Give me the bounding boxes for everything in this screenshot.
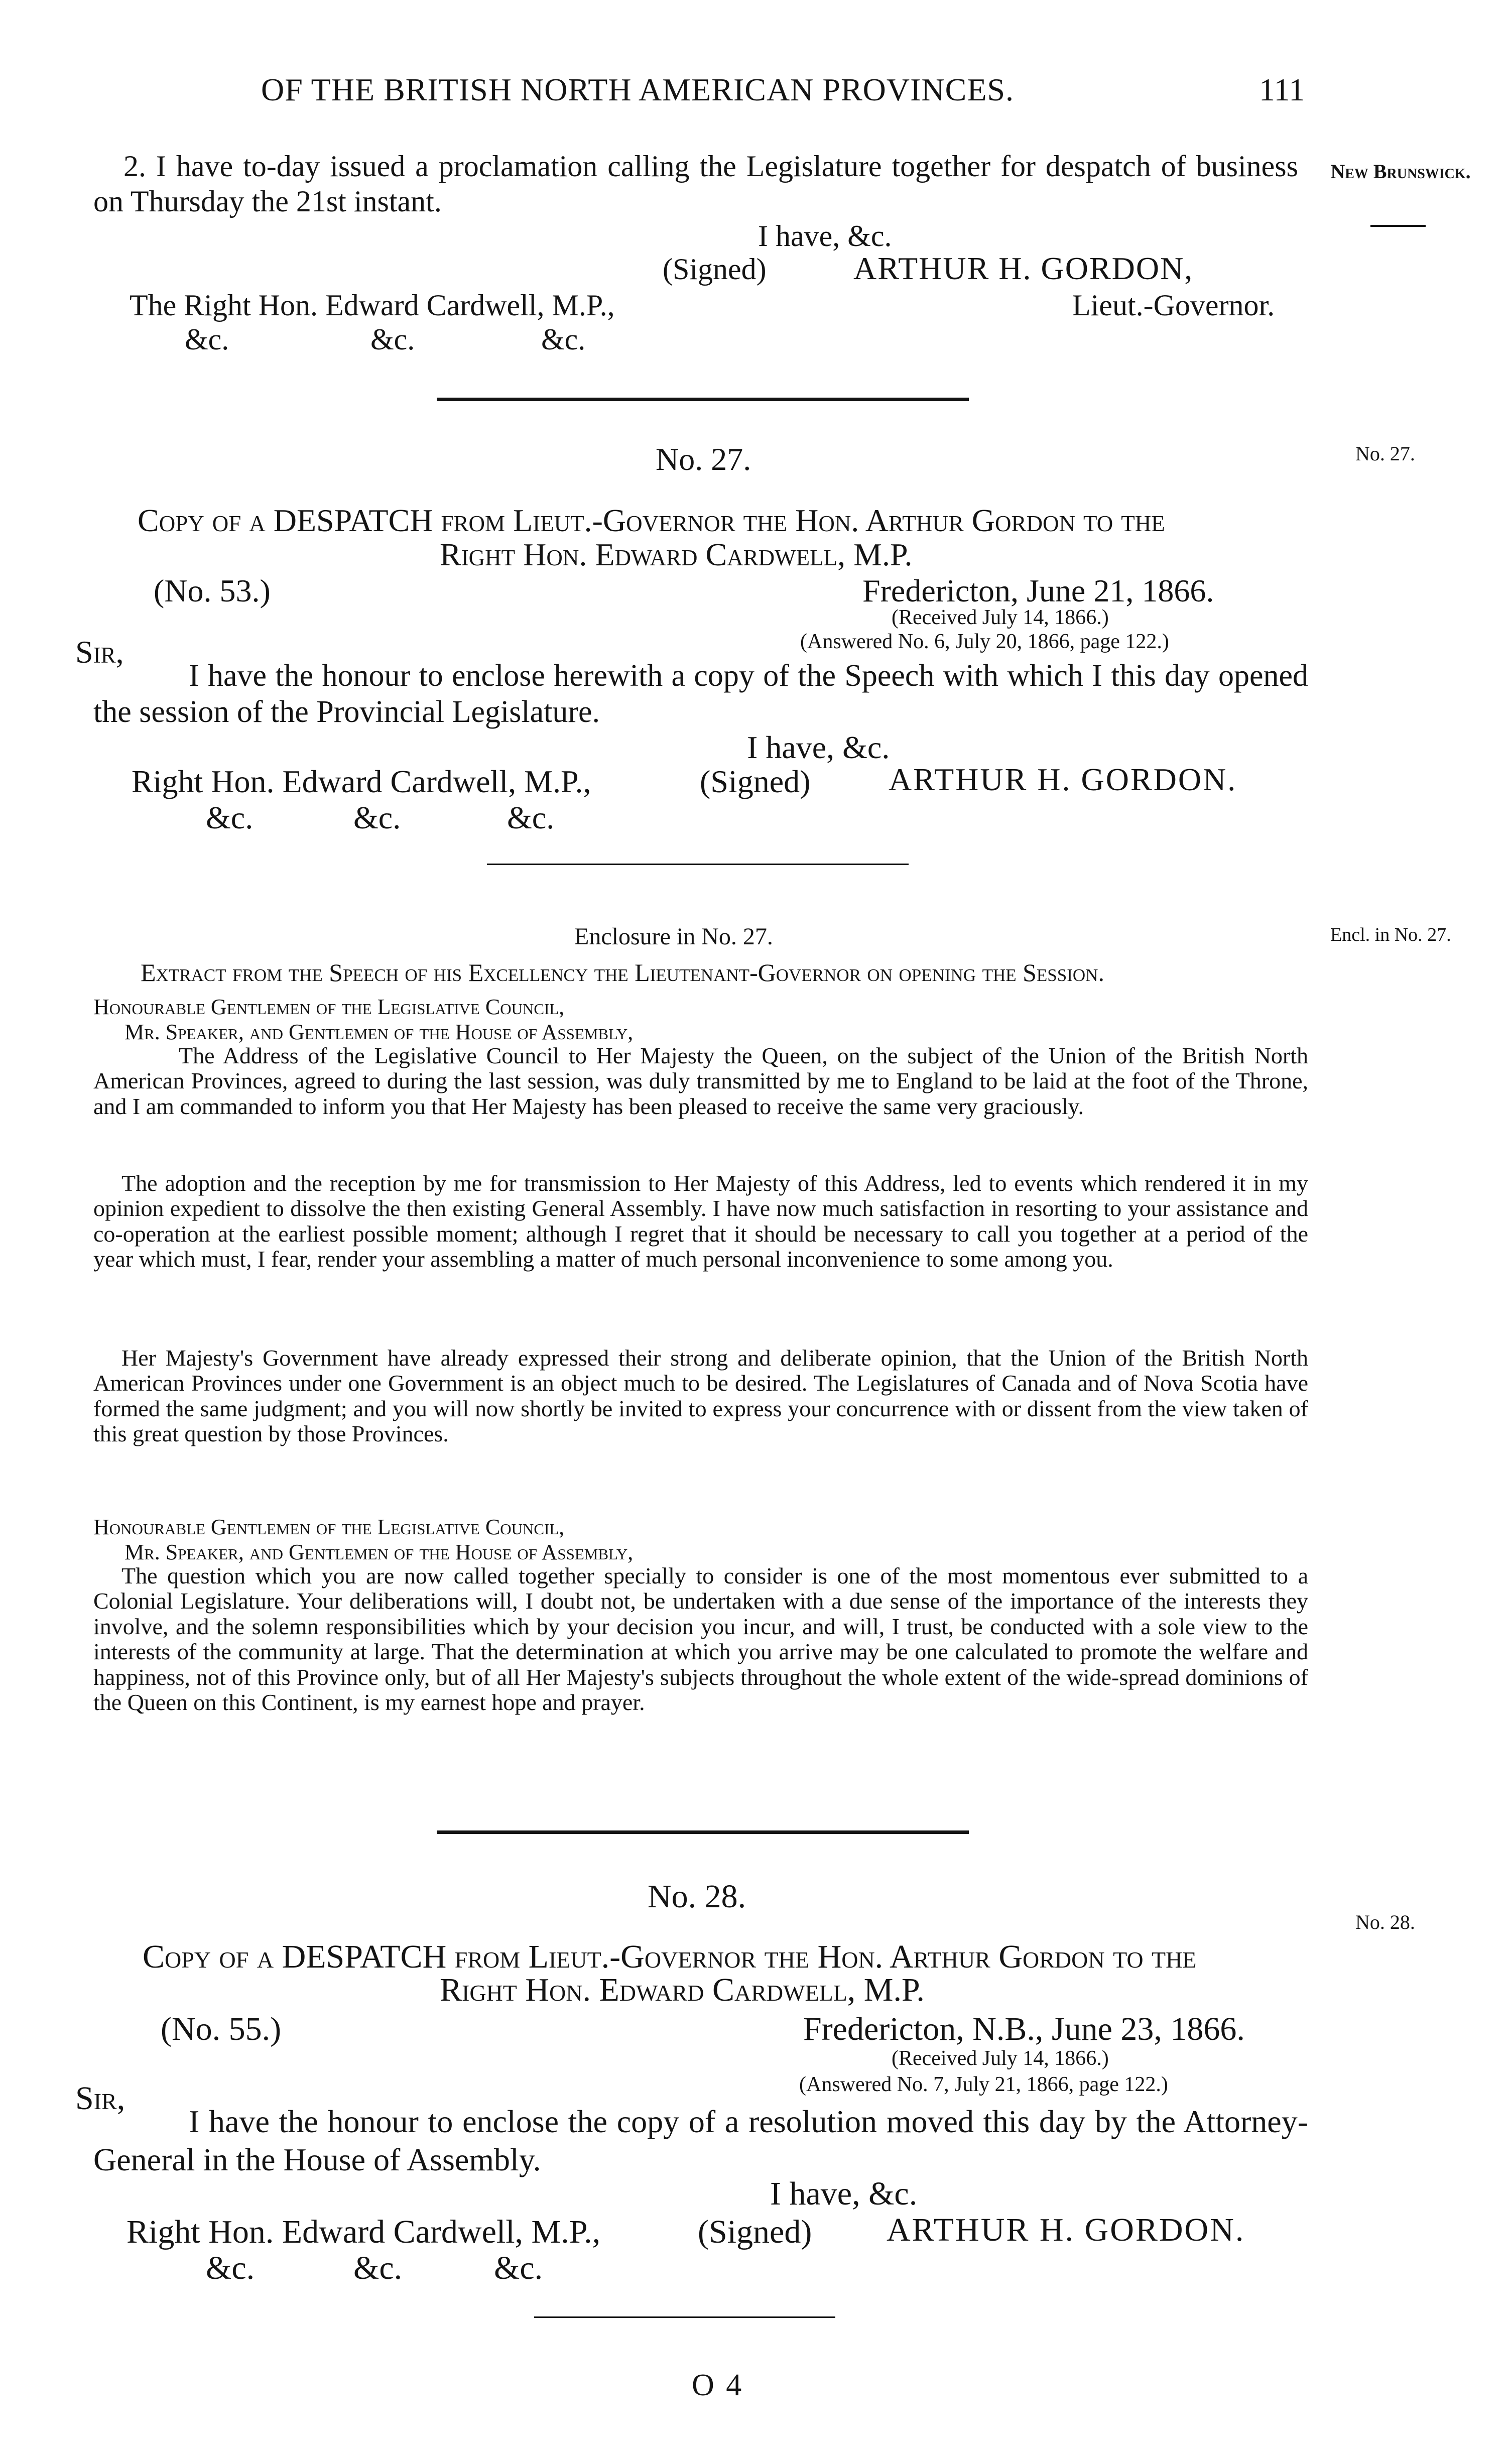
despatch-ref: (No. 53.) [154, 573, 271, 608]
received-note: (Received July 14, 1866.) [892, 606, 1109, 629]
despatch-heading-2: Right Hon. Edward Cardwell, M.P. [440, 537, 913, 572]
speech-paragraph: Her Majesty's Government have already expressed their strong and deliberate opinion, that the Union of the British North American Provinces under one Government is an object much to be desired. The Legislatures of Canada and of Nova Scotia have formed the same judgment; and you will now shortly be invited to express your concurrence with or dissent from the view taken of this great question by those Provinces. [93, 1345, 1308, 1447]
despatch-heading: Copy of a DESPATCH from Lieut.-Governor the Hon. Arthur Gordon to the [138, 503, 1165, 538]
enclosure-title: Enclosure in No. 27. [574, 923, 773, 950]
address-line: Honourable Gentlemen of the Legislative Council, [93, 995, 565, 1019]
etc-item: &c. [541, 323, 586, 356]
etc-item: &c. [353, 2250, 403, 2286]
despatch-heading: Copy of a DESPATCH from Lieut.-Governor the Hon. Arthur Gordon to the [143, 1938, 1197, 1975]
signer-name: ARTHUR H. GORDON. [887, 2212, 1245, 2248]
previous-letter-paragraph: 2. I have to-day issued a proclamation calling the Legislature together for despatch of business on Thursday the 21st instant. [93, 150, 1298, 218]
etc-item: &c. [206, 800, 254, 835]
address-line: Mr. Speaker, and Gentlemen of the House of Assembly, [124, 1020, 634, 1044]
running-header: OF THE BRITISH NORTH AMERICAN PROVINCES. [261, 72, 1014, 107]
signer-name: ARTHUR H. GORDON, [853, 251, 1194, 286]
section-divider [487, 864, 909, 865]
etc-item: &c. [206, 2250, 255, 2286]
printer-signature-mark: O 4 [692, 2368, 744, 2402]
salutation: Sir, [75, 2080, 125, 2117]
answered-note: (Answered No. 6, July 20, 1866, page 122.) [800, 630, 1169, 653]
addressee: The Right Hon. Edward Cardwell, M.P., [130, 289, 615, 322]
signer-name: ARTHUR H. GORDON. [889, 762, 1237, 797]
salutation: Sir, [75, 634, 124, 670]
etc-item: &c. [507, 800, 555, 835]
despatch-number: No. 27. [656, 441, 751, 477]
etc-item: &c. [370, 323, 415, 356]
etc-item: &c. [494, 2250, 543, 2286]
address-line: Honourable Gentlemen of the Legislative Council, [93, 1515, 565, 1539]
speech-paragraph: The question which you are now called together specially to consider is one of the most momentous ever submitted to a Colonial Legislature. Your deliberations will, I doubt not, be undertaken with a due sense of the importance of the interests they involve, and the solemn responsibilities which by your decision you incur, and will, I trust, be conducted with a sole view to the interests of the community at large. That the determination at which you arrive may be one calculated to promote the welfare and happiness, not of this Province only, but of all Her Majesty's subjects throughout the whole extent of the wide-spread dominions of the Queen on this Continent, is my earnest hope and prayer. [93, 1563, 1308, 1716]
despatch-body: I have the honour to enclose the copy of a resolution moved this day by the Attorney-General in the House of Assembly. [93, 2104, 1308, 2177]
margin-note-no27: No. 27. [1355, 442, 1415, 465]
closing-line: I have, &c. [758, 219, 892, 253]
section-divider [534, 2316, 835, 2318]
signed-label: (Signed) [700, 764, 811, 799]
speech-paragraph: The adoption and the reception by me for transmission to Her Majesty of this Address, led to events which rendered it in my opinion expedient to dissolve the then existing General Assembly. I have now much satisfaction in resorting to your assistance and co-operation at the earliest possible moment; although I regret that it should be necessary to call you together at a period of the year which must, I fear, render your assembling a matter of much personal inconvenience to some among you. [93, 1170, 1308, 1272]
answered-note: (Answered No. 7, July 21, 1866, page 122.) [799, 2073, 1168, 2096]
addressee: Right Hon. Edward Cardwell, M.P., [132, 764, 591, 799]
margin-note-no28: No. 28. [1355, 1911, 1415, 1933]
addressee: Right Hon. Edward Cardwell, M.P., [127, 2214, 601, 2250]
closing-line: I have, &c. [770, 2175, 918, 2212]
signer-title: Lieut.-Governor. [1072, 289, 1275, 322]
received-note: (Received July 14, 1866.) [892, 2047, 1109, 2070]
section-divider [437, 398, 969, 401]
enclosure-subtitle: Extract from the Speech of his Excellency the Lieutenant-Governor on opening the Session. [141, 958, 1104, 987]
margin-note-encl27: Encl. in No. 27. [1330, 924, 1451, 945]
despatch-ref: (No. 55.) [161, 2011, 282, 2047]
despatch-number: No. 28. [648, 1878, 746, 1915]
etc-item: &c. [185, 323, 229, 356]
closing-line: I have, &c. [747, 729, 890, 765]
margin-rule [1370, 225, 1426, 227]
page-number: 111 [1259, 72, 1305, 107]
despatch-heading-2: Right Hon. Edward Cardwell, M.P. [440, 1972, 925, 2008]
section-divider [437, 1830, 969, 1834]
address-line: Mr. Speaker, and Gentlemen of the House of Assembly, [124, 1540, 634, 1564]
signed-label: (Signed) [698, 2214, 812, 2250]
margin-note-province: New Brunswick. [1330, 160, 1471, 183]
place-date: Fredericton, June 21, 1866. [862, 573, 1214, 608]
etc-item: &c. [353, 800, 401, 835]
despatch-body: I have the honour to enclose herewith a copy of the Speech with which I this day opened the session of the Provincial Legislature. [93, 659, 1308, 729]
speech-paragraph: The Address of the Legislative Council to Her Majesty the Queen, on the subject of the Union of the British North American Provinces, agreed to during the last session, was duly transmitted by me to England to be laid at the foot of the Throne, and I am commanded to inform you that Her Majesty has been pleased to receive the same very graciously. [93, 1043, 1308, 1119]
signed-label: (Signed) [663, 253, 767, 286]
place-date: Fredericton, N.B., June 23, 1866. [803, 2011, 1245, 2047]
